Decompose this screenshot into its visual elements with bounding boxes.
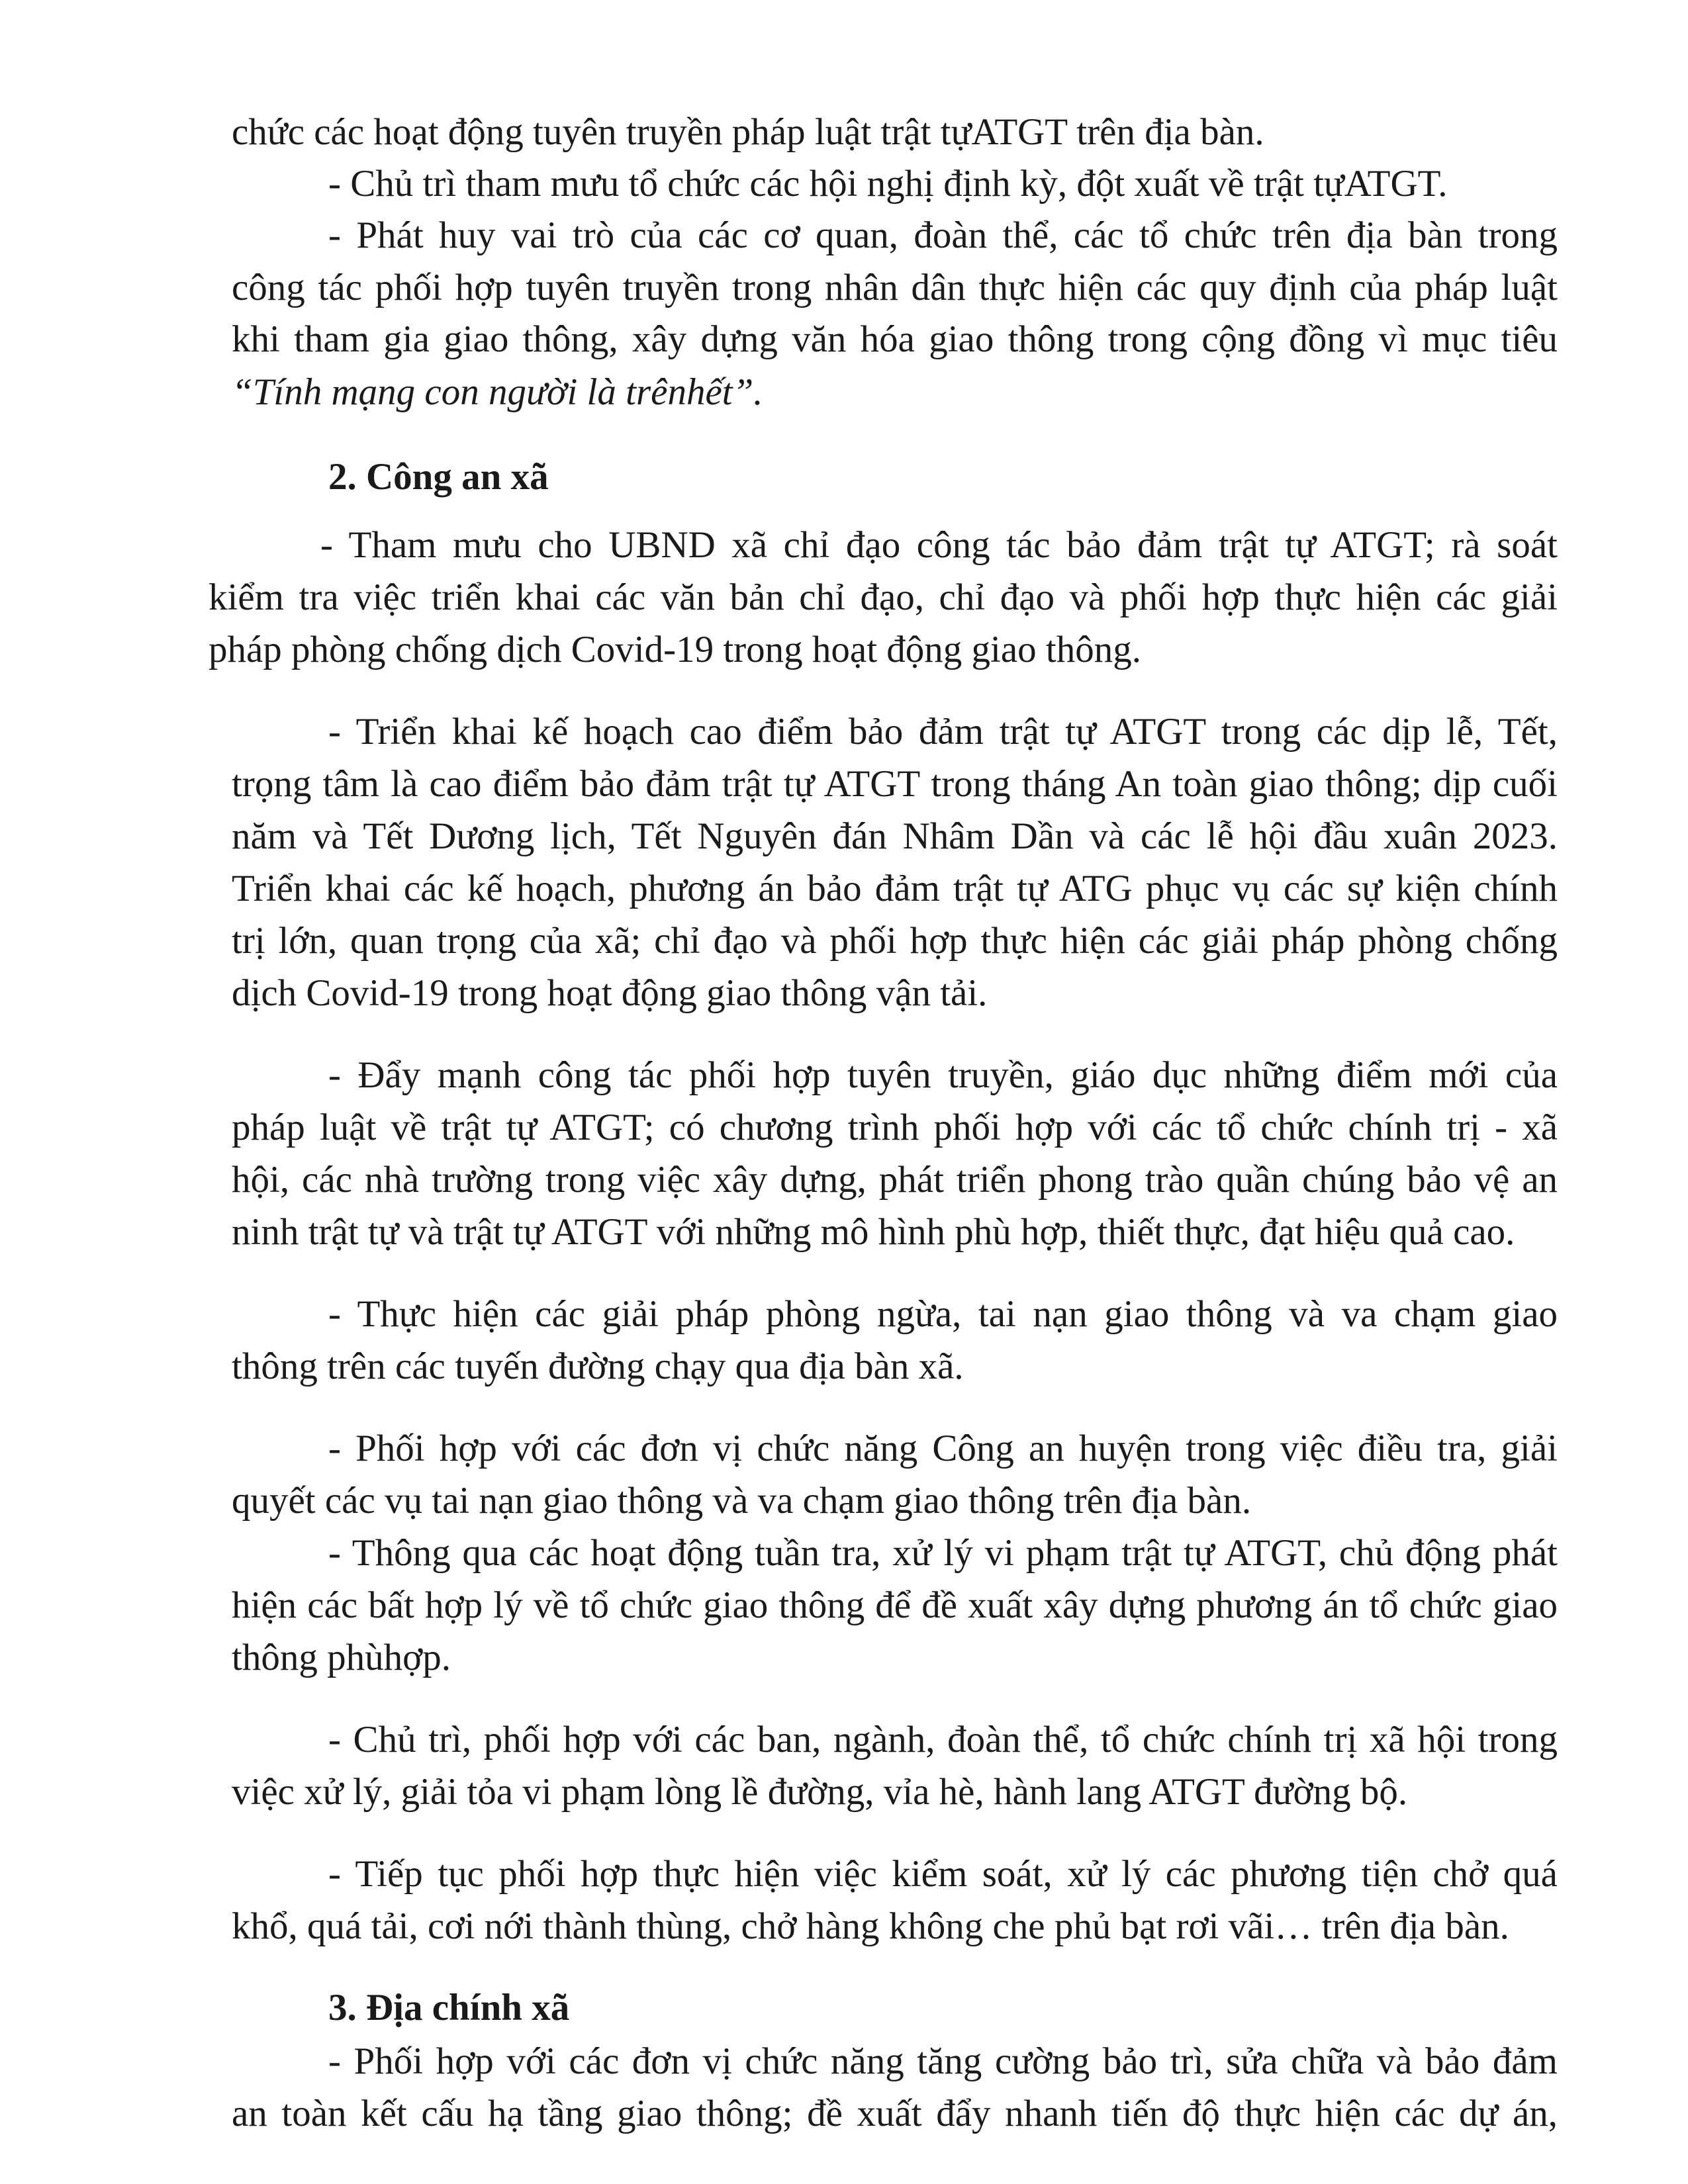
body-text-line: - Chủ trì tham mưu tổ chức các hội nghị định kỳ, đột xuất về trật tựATGT.	[328, 163, 1448, 205]
body-text-line: an toàn kết cấu hạ tầng giao thông; đề xuất đẩy nhanh tiến độ thực hiện các dự án,	[232, 2093, 1558, 2134]
body-text-line: khi tham gia giao thông, xây dựng văn hóa giao thông trong cộng đồng vì mục tiêu	[232, 318, 1558, 360]
body-text-line: pháp phòng chống dịch Covid-19 trong hoạt động giao thông.	[209, 629, 1141, 670]
body-text-line: - Phối hợp với các đơn vị chức năng tăng cường bảo trì, sửa chữa và bảo đảm	[328, 2040, 1558, 2082]
body-text-line: - Thông qua các hoạt động tuần tra, xử lý vi phạm trật tự ATGT, chủ động phát	[328, 1532, 1558, 1574]
italic-quote-line: “Tính mạng con người là trênhết”.	[232, 371, 763, 413]
body-text-line: khổ, quá tải, cơi nới thành thùng, chở hàng không che phủ bạt rơi vãi… trên địa bàn.	[232, 1905, 1509, 1947]
body-text-line: - Tham mưu cho UBND xã chỉ đạo công tác bảo đảm trật tự ATGT; rà soát	[320, 524, 1558, 566]
body-text-line: kiểm tra việc triển khai các văn bản chỉ đạo, chỉ đạo và phối hợp thực hiện các giải	[209, 576, 1558, 618]
body-text-line: - Phát huy vai trò của các cơ quan, đoàn thể, các tổ chức trên địa bàn trong	[328, 214, 1558, 256]
body-text-line: thông phùhợp.	[232, 1637, 451, 1678]
body-text-line: quyết các vụ tai nạn giao thông và va chạm giao thông trên địa bàn.	[232, 1480, 1252, 1522]
body-text-line: - Đẩy mạnh công tác phối hợp tuyên truyền, giáo dục những điểm mới của	[328, 1054, 1558, 1096]
body-text-line: trị lớn, quan trọng của xã; chỉ đạo và phối hợp thực hiện các giải pháp phòng chống	[232, 920, 1558, 962]
body-text-line: trọng tâm là cao điểm bảo đảm trật tự ATGT trong tháng An toàn giao thông; dịp cuối	[232, 763, 1558, 805]
body-text-line: - Chủ trì, phối hợp với các ban, ngành, đoàn thể, tổ chức chính trị xã hội trong	[328, 1719, 1558, 1760]
body-text-line: ninh trật tự và trật tự ATGT với những mô hình phù hợp, thiết thực, đạt hiệu quả cao.	[232, 1211, 1515, 1253]
body-text-line: - Triển khai kế hoạch cao điểm bảo đảm trật tự ATGT trong các dịp lễ, Tết,	[328, 711, 1558, 752]
body-text-line: - Phối hợp với các đơn vị chức năng Công an huyện trong việc điều tra, giải	[328, 1428, 1558, 1469]
section-heading-dia-chinh-xa: 3. Địa chính xã	[328, 1987, 570, 2028]
body-text-line: - Tiếp tục phối hợp thực hiện việc kiểm soát, xử lý các phương tiện chở quá	[328, 1853, 1558, 1895]
body-text-line: Triển khai các kế hoạch, phương án bảo đảm trật tự ATG phục vụ các sự kiện chính	[232, 868, 1558, 909]
body-text-line: hội, các nhà trường trong việc xây dựng, phát triển phong trào quần chúng bảo vệ an	[232, 1159, 1558, 1201]
body-text-line: hiện các bất hợp lý về tổ chức giao thông để đề xuất xây dựng phương án tổ chức giao	[232, 1584, 1558, 1626]
body-text-line: việc xử lý, giải tỏa vi phạm lòng lề đường, vỉa hè, hành lang ATGT đường bộ.	[232, 1771, 1408, 1813]
body-text-line: pháp luật về trật tự ATGT; có chương trình phối hợp với các tổ chức chính trị - xã	[232, 1107, 1558, 1148]
body-text-line: - Thực hiện các giải pháp phòng ngừa, tai nạn giao thông và va chạm giao	[328, 1293, 1558, 1335]
section-heading-cong-an-xa: 2. Công an xã	[328, 456, 549, 498]
body-text-line: công tác phối hợp tuyên truyền trong nhân dân thực hiện các quy định của pháp luật	[232, 267, 1558, 308]
body-text-line: dịch Covid-19 trong hoạt động giao thông vận tải.	[232, 972, 988, 1014]
body-text-line: thông trên các tuyến đường chạy qua địa bàn xã.	[232, 1345, 964, 1387]
body-text-line: năm và Tết Dương lịch, Tết Nguyên đán Nhâm Dần và các lễ hội đầu xuân 2023.	[232, 815, 1558, 857]
body-text-line: chức các hoạt động tuyên truyền pháp luật trật tựATGT trên địa bàn.	[232, 111, 1264, 153]
